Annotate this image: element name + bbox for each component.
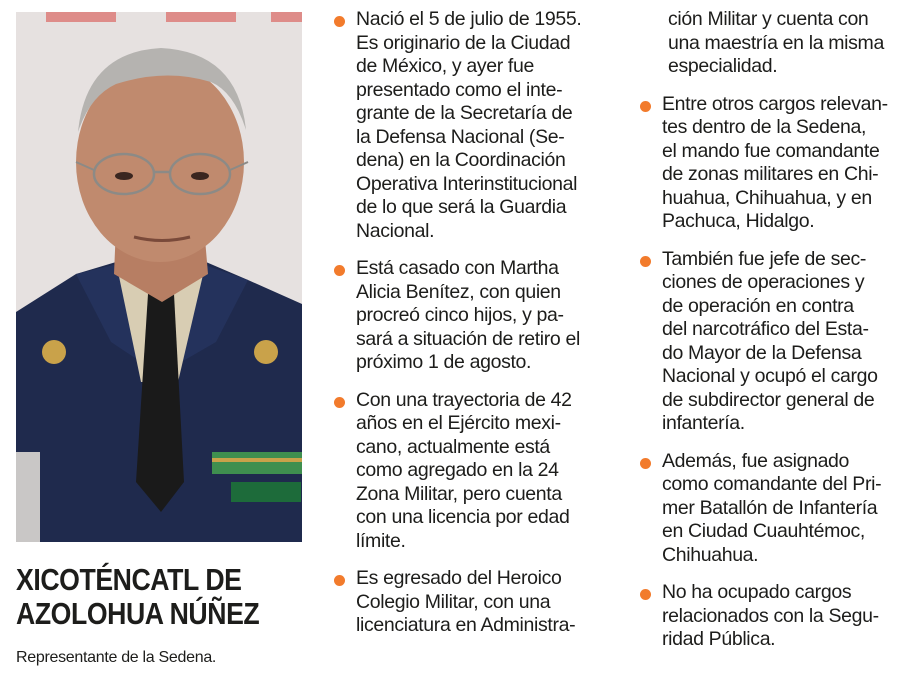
bullet-dot-icon <box>334 575 345 586</box>
bio-item-text: Está casado con Martha Alicia Benítez, con quien procreó cinco hijos, y pa- sará a situación de retiro el próximo 1 de agosto. <box>356 257 580 373</box>
bio-item-continuation <box>640 8 902 79</box>
bullet-dot-icon <box>334 397 345 408</box>
bio-item-text: Además, fue asignado como comandante del Pri- mer Batallón de Infantería en Ciudad Cuauhtémoc, Chihuahua. <box>662 449 882 566</box>
portrait-photo <box>16 12 302 542</box>
bio-column-1 <box>334 8 606 638</box>
bio-item-text: ción Militar y cuenta con una maestría en la misma especialidad. <box>668 8 884 77</box>
bio-item-text: Entre otros cargos relevan- tes dentro de la Sedena, el mando fue comandante de zonas militares en Chi- huahua, Chihuahua, y en Pachuca, Hidalgo. <box>662 92 888 232</box>
bio-item <box>334 567 606 638</box>
person-name-line-2: AZOLOHUA NÚÑEZ <box>16 596 260 631</box>
bio-item <box>640 248 902 436</box>
bio-item <box>640 581 902 652</box>
bio-item <box>640 93 902 234</box>
bio-item-text: No ha ocupado cargos relacionados con la Segu- ridad Pública. <box>662 581 879 650</box>
bullet-dot-icon <box>334 265 345 276</box>
bio-item-text: También fue jefe de sec- ciones de operaciones y de operación en contra del narcotráfico del Esta- do Mayor de la Defensa Nacional y ocupó el cargo de subdirector general de infantería. <box>662 247 878 434</box>
person-name-line-1: XICOTÉNCATL DE <box>16 562 242 597</box>
bio-item <box>334 257 606 375</box>
bio-item <box>334 389 606 554</box>
bullet-dot-icon <box>640 458 651 469</box>
bullet-dot-icon <box>640 101 651 112</box>
person-name <box>16 563 274 631</box>
bio-item <box>334 8 606 243</box>
bio-item-text: Con una trayectoria de 42 años en el Ejército mexi- cano, actualmente está como agregado en la 24 Zona Militar, pero cuenta con una licencia por edad límite. <box>356 388 572 552</box>
bio-item <box>640 450 902 568</box>
bio-column-2 <box>640 8 902 652</box>
bio-item-text: Nació el 5 de julio de 1955. Es originario de la Ciudad de México, y ayer fue presentado como el inte- grante de la Secretaría de la Defensa Nacional (Se- dena) en la Coordinación Operativa Interinstitucional de lo que será la Guardia Nacional. <box>356 8 582 242</box>
bio-item-text: Es egresado del Heroico Colegio Militar, con una licenciatura en Administra- <box>356 567 576 636</box>
bullet-dot-icon <box>640 256 651 267</box>
bullet-dot-icon <box>334 16 345 27</box>
portrait-photo-icon <box>16 12 302 542</box>
bullet-dot-icon <box>640 589 651 600</box>
photo-caption: Representante de la Sedena. <box>16 649 217 666</box>
